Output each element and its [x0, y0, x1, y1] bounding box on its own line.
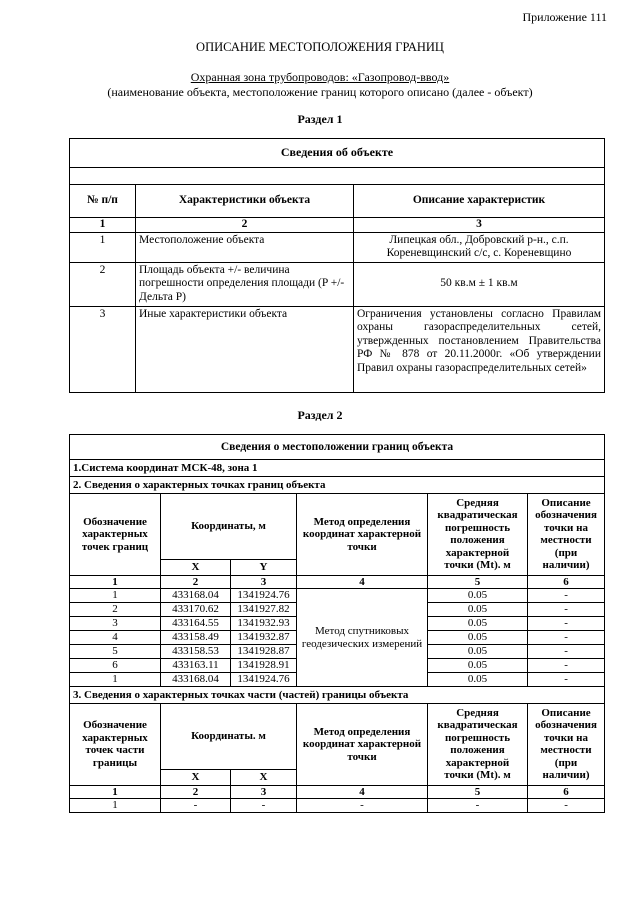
point-desc: -: [528, 589, 605, 603]
point-desc: -: [528, 631, 605, 645]
point-y: 1341928.91: [231, 659, 297, 673]
point-desc: -: [528, 645, 605, 659]
page-title: ОПИСАНИЕ МЕСТОПОЛОЖЕНИЯ ГРАНИЦ: [196, 40, 444, 54]
point-x: 433168.04: [161, 673, 231, 687]
col-header-method: Метод определения координат характерной точки: [297, 704, 428, 786]
point-y: 1341928.87: [231, 645, 297, 659]
point-error: 0.05: [428, 659, 528, 673]
col-number: 3: [354, 218, 605, 233]
point-y: 1341927.82: [231, 603, 297, 617]
table-row: [70, 232, 605, 262]
object-info-table: [69, 138, 605, 393]
point-error: 0.05: [428, 589, 528, 603]
point-id: 5: [70, 645, 161, 659]
part-point-y: -: [231, 799, 297, 813]
table-row: [70, 306, 605, 392]
col-header-y: X: [231, 770, 297, 786]
part-point-error: -: [428, 799, 528, 813]
coordinate-system: 1.Система координат МСК-48, зона 1: [70, 460, 605, 477]
point-id: 3: [70, 617, 161, 631]
row-characteristic: Иные характеристики объекта: [136, 306, 354, 392]
point-x: 433168.04: [161, 589, 231, 603]
point-x: 433170.62: [161, 603, 231, 617]
point-id: 6: [70, 659, 161, 673]
row-description: Ограничения установлены согласно Правилам охраны газораспределительных сетей, утвержденных постановлением Правительства РФ № 878 от 20.11.2000г. «Об утверждении Правил охраны газораспределительных сетей»: [354, 306, 605, 392]
row-description: 50 кв.м ± 1 кв.м: [354, 262, 605, 306]
row-number: 2: [70, 262, 136, 306]
point-x: 433158.49: [161, 631, 231, 645]
row-number: 3: [70, 306, 136, 392]
subsection-title: 2. Сведения о характерных точках границ объекта: [70, 477, 605, 494]
point-x: 433163.11: [161, 659, 231, 673]
col-header-x: X: [161, 770, 231, 786]
table-title: Сведения об объекте: [70, 139, 605, 168]
col-number: 2: [136, 218, 354, 233]
section-1-label: Раздел 1: [297, 112, 343, 126]
subsection-title: 3. Сведения о характерных точках части (частей) границы объекта: [70, 687, 605, 704]
col-number: 6: [528, 575, 605, 589]
col-header-method: Метод определения координат характерной точки: [297, 494, 428, 576]
col-header-point-desc: Описание обозначения точки на местности (при наличии): [528, 494, 605, 576]
point-y: 1341924.76: [231, 673, 297, 687]
point-method: Метод спутниковых геодезических измерений: [297, 589, 428, 687]
col-number: 1: [70, 785, 161, 799]
col-number: 3: [231, 575, 297, 589]
col-number: 1: [70, 575, 161, 589]
point-y: 1341924.76: [231, 589, 297, 603]
row-characteristic: Площадь объекта +/- величина погрешности определения площади (P +/- Дельта P): [136, 262, 354, 306]
boundary-table: [69, 434, 605, 813]
col-header-error: Средняя квадратическая погрешность положения характерной точки (Mt). м: [428, 494, 528, 576]
col-number: 2: [161, 785, 231, 799]
object-name: Охранная зона трубопроводов: «Газопровод-ввод»: [190, 70, 450, 84]
col-header-characteristics: Характеристики объекта: [136, 185, 354, 218]
col-header-number: № п/п: [70, 185, 136, 218]
table-title: Сведения о местоположении границ объекта: [70, 435, 605, 460]
point-id: 2: [70, 603, 161, 617]
point-error: 0.05: [428, 645, 528, 659]
point-desc: -: [528, 617, 605, 631]
col-number: 5: [428, 785, 528, 799]
col-header-coords: Координаты. м: [161, 704, 297, 770]
point-desc: -: [528, 659, 605, 673]
col-number: 2: [161, 575, 231, 589]
point-y: 1341932.93: [231, 617, 297, 631]
point-y: 1341932.87: [231, 631, 297, 645]
row-number: 1: [70, 232, 136, 262]
empty-row: [70, 168, 605, 185]
part-point-id: 1: [70, 799, 161, 813]
table-row: [70, 262, 605, 306]
col-number: 5: [428, 575, 528, 589]
col-number: 1: [70, 218, 136, 233]
object-caption: (наименование объекта, местоположение границ которого описано (далее - объект): [107, 85, 533, 99]
col-header-error: Средняя квадратическая погрешность положения характерной точки (Mt). м: [428, 704, 528, 786]
section-2-label: Раздел 2: [297, 408, 343, 422]
row-characteristic: Местоположение объекта: [136, 232, 354, 262]
point-error: 0.05: [428, 603, 528, 617]
col-header-coords: Координаты, м: [161, 494, 297, 560]
part-point-x: -: [161, 799, 231, 813]
col-header-description: Описание характеристик: [354, 185, 605, 218]
col-number: 4: [297, 785, 428, 799]
col-number: 6: [528, 785, 605, 799]
point-error: 0.05: [428, 617, 528, 631]
point-x: 433158.53: [161, 645, 231, 659]
table-row: [70, 799, 605, 813]
col-header-designation: Обозначение характерных точек границ: [70, 494, 161, 576]
col-header-x: X: [161, 560, 231, 576]
col-header-y: Y: [231, 560, 297, 576]
col-number: 4: [297, 575, 428, 589]
appendix-label: Приложение 111: [522, 10, 607, 24]
point-x: 433164.55: [161, 617, 231, 631]
point-error: 0.05: [428, 631, 528, 645]
table-row: [70, 589, 605, 603]
col-header-point-desc: Описание обозначения точки на местности (при наличии): [528, 704, 605, 786]
col-number: 3: [231, 785, 297, 799]
point-error: 0.05: [428, 673, 528, 687]
point-id: 1: [70, 589, 161, 603]
point-desc: -: [528, 603, 605, 617]
point-id: 4: [70, 631, 161, 645]
point-id: 1: [70, 673, 161, 687]
part-point-method: -: [297, 799, 428, 813]
part-point-desc: -: [528, 799, 605, 813]
point-desc: -: [528, 673, 605, 687]
row-description: Липецкая обл., Добровский р-н., с.п. Кореневщинский с/с, с. Кореневщино: [354, 232, 605, 262]
col-header-designation: Обозначение характерных точек части границы: [70, 704, 161, 786]
